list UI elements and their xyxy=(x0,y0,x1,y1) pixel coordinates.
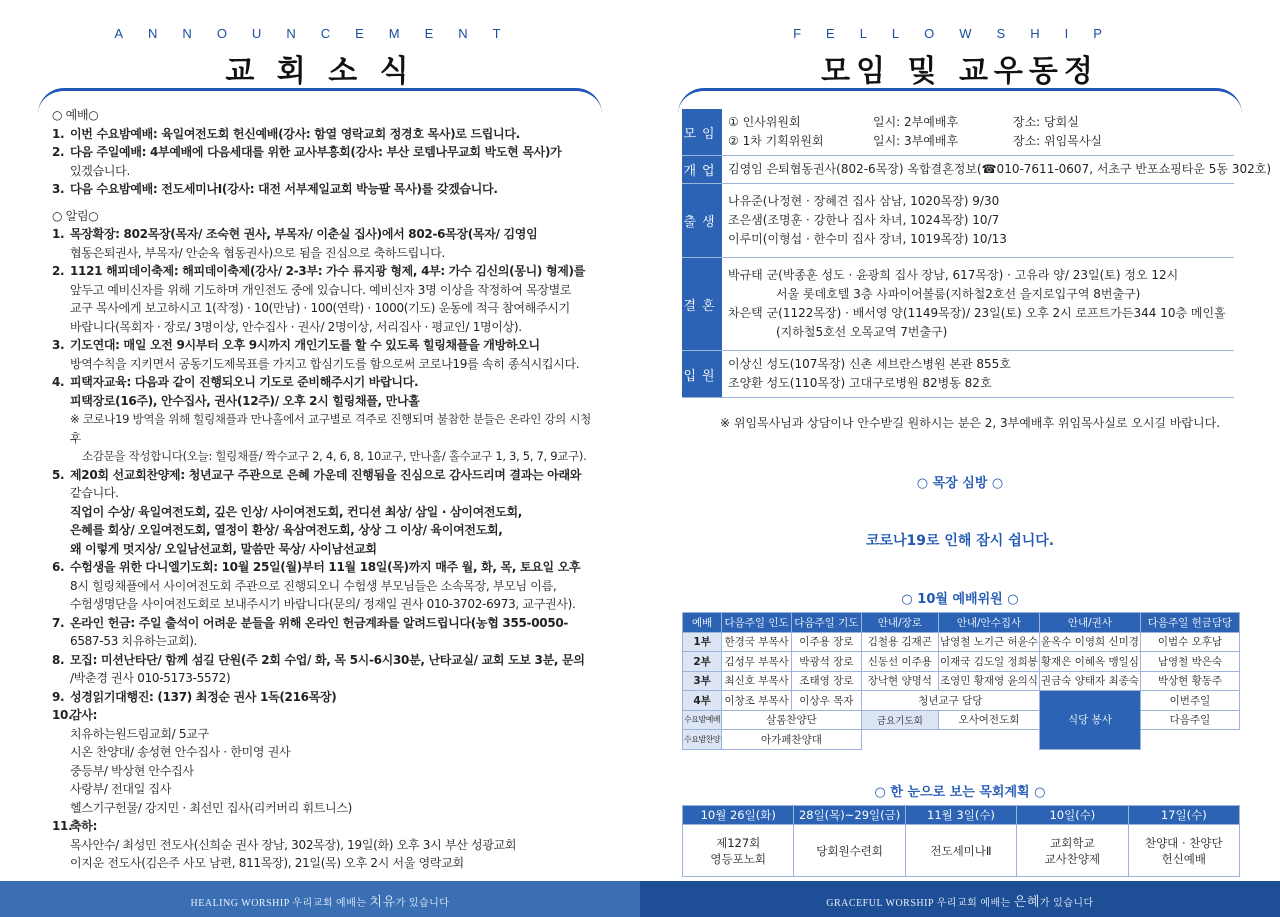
meal-this-week: 이번주일 xyxy=(1140,691,1239,711)
fellowship-line xyxy=(728,211,1228,230)
worship-header: 예배 xyxy=(683,613,722,633)
fellowship-body xyxy=(722,351,1234,397)
worship-cell: 이재국 김도일 정희봉 xyxy=(938,652,1039,672)
fellowship-line xyxy=(728,132,1228,151)
item-line: 수험생을 위한 다니엘기도회: 10월 25일(월)부터 11월 18일(목)까지 매주 월, 화, 목, 토요일 오후 xyxy=(70,560,581,574)
worship-cell: 윤옥수 이영희 신미경 xyxy=(1039,632,1140,652)
item-body xyxy=(70,466,600,503)
item-body xyxy=(70,651,600,688)
meal-next-week: 다음주일 xyxy=(1140,710,1239,730)
worship-cell: 수요밤예배 xyxy=(683,710,722,730)
announcement-item xyxy=(52,706,600,725)
item-body xyxy=(70,558,600,614)
item-subline: 헬스기구헌물/ 강지민 · 최선민 집사(리커버리 휘트니스) xyxy=(70,800,353,815)
fellowship-cell: 박규태 군(박종훈 성도 · 윤광희 집사 장남, 617목장) · 고유라 양/ 23일(토) 정오 12시 xyxy=(728,268,1179,282)
worship-header: 다음주일 기도 xyxy=(791,613,861,633)
item-subline: 시온 찬양대/ 송성현 안수집사 · 한미영 권사 xyxy=(70,745,291,759)
announcement-item xyxy=(52,373,600,392)
item-number: 8. xyxy=(52,652,65,667)
worship-cell: 김철용 김재곤 xyxy=(861,632,938,652)
announcement-item xyxy=(52,262,600,336)
worship-row xyxy=(683,730,1240,750)
announcement-section xyxy=(52,207,600,873)
announcement-eyebrow: ANNOUNCEMENT xyxy=(114,26,526,41)
schedule-event xyxy=(1128,825,1239,877)
fellowship-table xyxy=(682,109,1272,398)
item-line: 감사: xyxy=(70,708,98,722)
fellowship-body xyxy=(722,184,1234,257)
item-number: 5. xyxy=(52,467,65,482)
item-number: 2. xyxy=(52,145,65,159)
fellowship-label: 결혼 xyxy=(682,258,722,350)
item-note: 소감문을 작성합니다(오늘: 힐링채플/ 짝수교구 2, 4, 6, 8, 10교구, 만나홀/ 홀수교구 1, 3, 5, 7, 9교구). xyxy=(82,449,587,463)
item-line: 제20회 선교회찬양제: 청년교구 주관으로 은혜 가운데 진행됨을 진심으로 감사드리며 결과는 아래와 xyxy=(70,467,582,482)
fellowship-line xyxy=(728,323,1228,342)
worship-header: 다음주일 헌금담당 xyxy=(1140,613,1239,633)
item-line: 앞두고 예비신자를 위해 기도하며 개인전도 중에 있습니다. 예비신자 3명 이상을 작정하여 목장별로 xyxy=(70,282,572,297)
item-line: 수험생명단을 사이여전도회로 보내주시기 바랍니다(문의/ 정재일 권사 010-3702-6973, 교구권사). xyxy=(70,597,576,611)
section-heading: ○ 예배○ xyxy=(52,108,99,122)
item-body xyxy=(70,373,600,392)
footer-text-left: HEALING WORSHIP 우리교회 예배는 치유가 있습니다 xyxy=(190,894,450,909)
meal-service-label: 식당 봉사 xyxy=(1039,691,1140,750)
item-body xyxy=(70,225,600,262)
fellowship-row xyxy=(682,109,1234,156)
fellowship-cell: 일시: 3부예배후 xyxy=(873,134,959,148)
worship-cell: 이창조 부목사 xyxy=(722,691,792,711)
worship-row xyxy=(683,652,1240,672)
worship-cell: 오사여전도회 xyxy=(938,710,1039,730)
fellowship-line xyxy=(728,285,1228,304)
worship-cell: 남영철 노기근 허윤수 xyxy=(938,632,1039,652)
item-line: /박춘경 권사 010-5173-5572) xyxy=(70,671,231,685)
announcement-item xyxy=(52,336,600,373)
fellowship-cell: 장소: 당회실 xyxy=(1013,115,1079,129)
empty-cell xyxy=(861,730,1039,750)
announcement-item xyxy=(52,225,600,262)
worship-cell: 한경국 부목사 xyxy=(722,632,792,652)
item-body xyxy=(70,817,600,836)
schedule-date: 10일(수) xyxy=(1017,806,1128,825)
worship-cell: 2부 xyxy=(683,652,722,672)
item-body xyxy=(70,706,600,725)
item-number: 9. xyxy=(52,689,65,704)
schedule-event xyxy=(683,825,794,877)
worship-cell: 남영철 박은숙 xyxy=(1140,652,1239,672)
fellowship-cell: 조양환 성도(110목장) 고대구로병원 82병동 82호 xyxy=(728,376,992,390)
fellowship-line xyxy=(728,230,1228,249)
schedule-date: 10월 26일(화) xyxy=(683,806,794,825)
worship-committee-table xyxy=(682,612,1240,750)
announcement-item xyxy=(52,817,600,836)
item-body xyxy=(70,125,600,144)
fellowship-label: 개업 xyxy=(682,156,722,183)
announcement-item xyxy=(52,614,600,651)
item-line: 성경읽기대행진: (137) 최정순 권사 1독(216목장) xyxy=(70,689,337,704)
item-subline: 치유하는원드림교회/ 5교구 xyxy=(70,726,209,741)
item-line: 모집: 미션난타단/ 함께 섬길 단원(주 2회 수업/ 화, 목 5시-6시30분, 난타교실/ 교회 도보 3분, 문의 xyxy=(70,652,585,667)
item-body xyxy=(70,688,600,707)
fellowship-row xyxy=(682,156,1272,184)
item-subline: 왜 이렇게 멋지상/ 오일남선교회, 말씀만 묵상/ 사이남선교회 xyxy=(70,541,377,556)
announcement-title: 교 회 소 식 xyxy=(225,54,415,89)
worship-cell: 박광석 장로 xyxy=(791,652,861,672)
item-number: 7. xyxy=(52,615,65,630)
fellowship-line xyxy=(728,192,1228,211)
fellowship-row xyxy=(682,258,1234,351)
footer-bar-left xyxy=(0,881,640,917)
fellowship-label: 모임 xyxy=(682,109,722,155)
fellowship-footnote: ※ 위임목사님과 상담이나 안수받길 원하시는 분은 2, 3부예배후 위임목사실로 오시길 바랍니다. xyxy=(720,416,1221,430)
footer-text-right: GRACEFUL WORSHIP 우리교회 예배는 은혜가 있습니다 xyxy=(826,894,1094,909)
item-line: 협동은퇴권사, 부목자/ 안순옥 협동권사)으로 됨을 진심으로 축하드립니다. xyxy=(70,245,446,260)
fellowship-row xyxy=(682,351,1234,398)
item-line: 같습니다. xyxy=(70,486,119,500)
fellowship-cell: 이루미(이형섭 · 한수미 집사 장녀, 1019목장) 10/13 xyxy=(728,232,1007,246)
empty-cell xyxy=(1140,730,1239,750)
item-body xyxy=(70,336,600,373)
item-number: 11. xyxy=(52,819,73,833)
schedule-date: 11월 3일(수) xyxy=(905,806,1016,825)
item-line: 교구 목사에게 보고하시고 1(작정) · 10(만남) · 100(연락) · 1000(기도) 운동에 적극 참여해주시기 xyxy=(70,301,570,315)
schedule-event-line: 제127회 xyxy=(716,835,761,850)
item-body xyxy=(70,143,600,180)
fellowship-cell: 서울 롯데호텔 3층 사파이어볼룸(지하철2호선 을지로입구역 8번출구) xyxy=(776,287,1141,301)
item-subline: 피택장로(16주), 안수집사, 권사(12주)/ 오후 2시 힐링채플, 만나홀 xyxy=(70,393,420,408)
item-line: 축하: xyxy=(70,819,98,833)
fellowship-cell: 장소: 위임목사실 xyxy=(1013,134,1103,148)
schedule-event-line: 교회학교 xyxy=(1050,835,1095,850)
item-number: 10. xyxy=(52,708,73,722)
worship-row xyxy=(683,632,1240,652)
worship-header: 다음주일 인도 xyxy=(722,613,792,633)
announcement-item xyxy=(52,125,600,144)
fellowship-row xyxy=(682,184,1234,258)
fellowship-line xyxy=(728,374,1228,393)
announcement-item xyxy=(52,651,600,688)
worship-row xyxy=(683,710,1240,730)
item-subline: 이지운 전도사(김은주 사모 남편, 811목장), 21일(목) 오후 2시 서울 영락교회 xyxy=(70,856,464,870)
worship-cell: 4부 xyxy=(683,691,722,711)
fellowship-body xyxy=(722,156,1272,183)
schedule-event-line: 전도세미나Ⅱ xyxy=(930,843,992,858)
fellowship-cell: (지하철5호선 오목교역 7번출구) xyxy=(776,325,948,339)
item-subline: 은혜를 회상/ 오일여전도회, 열정이 환상/ 육삼여전도회, 상상 그 이상/ 육이여전도회, xyxy=(70,523,503,537)
worship-header: 안내/장로 xyxy=(861,613,938,633)
item-number: 3. xyxy=(52,338,65,352)
item-body xyxy=(70,614,600,651)
worship-cell: 이주용 장로 xyxy=(791,632,861,652)
worship-header-row xyxy=(683,613,1240,633)
schedule-event xyxy=(1017,825,1128,877)
item-body xyxy=(70,180,600,199)
fellowship-cell: 나유준(나정현 · 장혜견 집사 삼남, 1020목장) 9/30 xyxy=(728,194,1000,208)
item-subline: 목사안수/ 최성민 전도사(신희순 권사 장남, 302목장), 19일(화) 오후 3시 부산 성광교회 xyxy=(70,837,517,852)
item-note: ※ 코로나19 방역을 위해 힐링채플과 만나홀에서 교구별로 격주로 진행되며 불참한 분들은 온라인 강의 시청 후 xyxy=(70,412,591,445)
item-line: 온라인 헌금: 주일 출석이 어려운 분들을 위해 온라인 헌금계좌를 알려드립니다(농협 355-0050- xyxy=(70,615,569,630)
item-line: 다음 주일예배: 4부예배에 다음세대를 위한 교사부흥회(강사: 부산 로템나무교회 박도현 목사)가 xyxy=(70,145,562,159)
fellowship-body xyxy=(722,258,1234,350)
fellowship-label: 출생 xyxy=(682,184,722,257)
item-number: 2. xyxy=(52,264,65,278)
schedule-table xyxy=(682,805,1240,877)
item-line: 방역수칙을 지키면서 공동기도제목표를 가지고 합심기도를 함으로써 코로나19를 속히 종식시킵시다. xyxy=(70,356,580,371)
fellowship-cell: 일시: 2부예배후 xyxy=(873,115,959,129)
schedule-event-line: 교사찬양제 xyxy=(1044,851,1101,866)
schedule-event xyxy=(794,825,905,877)
item-subline: 중등부/ 박상현 안수집사 xyxy=(70,763,194,778)
worship-row xyxy=(683,691,1240,711)
footer-bar-right xyxy=(640,881,1280,917)
worship-cell: 3부 xyxy=(683,671,722,691)
worship-header: 안내/권사 xyxy=(1039,613,1140,633)
item-line: 피택자교육: 다음과 같이 진행되오니 기도로 준비해주시기 바랍니다. xyxy=(70,375,419,389)
item-line: 다음 수요밤예배: 전도세미나Ⅰ(강사: 대전 서부제일교회 박능팔 목사)를 갖겠습니다. xyxy=(70,182,498,196)
fellowship-line xyxy=(728,266,1228,285)
announcement-section xyxy=(52,106,600,199)
schedule-event-line: 당회원수련회 xyxy=(816,843,883,858)
announcement-item xyxy=(52,180,600,199)
item-number: 4. xyxy=(52,375,65,389)
item-number: 3. xyxy=(52,182,65,196)
schedule-header-row xyxy=(683,806,1240,825)
item-line: 1121 해피데이축제: 해피데이축제(강사/ 2-3부: 가수 류지광 형제, 4부: 가수 김신의(몽니) 형제)를 xyxy=(70,264,586,278)
worship-cell: 아가페찬양대 xyxy=(722,730,862,750)
item-subline: 직업이 수상/ 육일여전도회, 깊은 인상/ 사이여전도회, 컨디션 최상/ 삼일 · 삼이여전도회, xyxy=(70,504,522,519)
fellowship-line xyxy=(728,160,1272,179)
worship-cell: 신동선 이주용 xyxy=(861,652,938,672)
worship-cell: 이상우 목자 xyxy=(791,691,861,711)
worship-header: 안내/안수집사 xyxy=(938,613,1039,633)
item-line: 바랍니다(목회자 · 장로/ 3명이상, 안수집사 · 권사/ 2명이상, 서리집사 · 평교인/ 1명이상). xyxy=(70,319,522,334)
worship-cell: 황재은 이혜옥 맹일심 xyxy=(1039,652,1140,672)
schedule-title: ○ 한 눈으로 보는 목회계획 ○ xyxy=(874,785,1046,800)
item-line: 6587-53 치유하는교회). xyxy=(70,634,198,648)
schedule-body-row xyxy=(683,825,1240,877)
fellowship-line xyxy=(728,113,1228,132)
worship-cell: 수요밤찬양 xyxy=(683,730,722,750)
worship-cell: 조영민 황재영 윤의식 xyxy=(938,671,1039,691)
item-number: 1. xyxy=(52,227,65,241)
item-line: 있겠습니다. xyxy=(70,163,130,178)
announcement-list xyxy=(52,106,600,873)
worship-committee-title: ○ 10월 예배위원 ○ xyxy=(901,592,1019,607)
fellowship-title: 모임 및 교우동정 xyxy=(821,54,1099,89)
item-subline: 사랑부/ 전대일 집사 xyxy=(70,782,172,796)
item-body xyxy=(70,262,600,336)
worship-cell: 금요기도회 xyxy=(861,710,938,730)
fellowship-cell: 차은택 군(1122목장) · 배서영 양(1149목장)/ 23일(토) 오후 2시 로프트가든344 10층 메인홀 xyxy=(728,306,1226,320)
schedule-event-line: 영등포노회 xyxy=(710,851,766,866)
item-number: 6. xyxy=(52,560,65,574)
schedule-event-line: 찬양대 · 찬양단 xyxy=(1144,835,1223,850)
item-line: 8시 힐링채플에서 사이여전도회 주관으로 진행되오니 수험생 부모님들은 소속목장, 부모님 이름, xyxy=(70,578,557,593)
worship-cell: 최신호 부목사 xyxy=(722,671,792,691)
pastor-visit-note: 코로나19로 인해 잠시 쉽니다. xyxy=(865,533,1055,549)
worship-cell: 박상현 황동주 xyxy=(1140,671,1239,691)
worship-cell: 권금숙 양태자 최종숙 xyxy=(1039,671,1140,691)
pastor-visit-title: ○ 목장 심방 ○ xyxy=(916,476,1004,491)
worship-cell: 살롬찬양단 xyxy=(722,710,862,730)
worship-cell: 청년교구 담당 xyxy=(861,691,1039,711)
fellowship-cell: 김영임 은퇴협동권사(802-6목장) 옥합결혼정보(☎010-7611-0607, 서초구 반포쇼핑타운 5동 302호) xyxy=(728,162,1272,176)
fellowship-cell: 조은샘(조명훈 · 강한나 집사 차녀, 1024목장) 10/7 xyxy=(728,213,1000,227)
item-number: 1. xyxy=(52,126,65,141)
worship-cell: 이범수 오후남 xyxy=(1140,632,1239,652)
section-heading: ○ 알림○ xyxy=(52,208,99,223)
worship-cell: 장낙현 양명석 xyxy=(861,671,938,691)
fellowship-body xyxy=(722,109,1234,155)
fellowship-cell: ① 인사위원회 xyxy=(728,115,801,129)
fellowship-cell: ② 1차 기획위원회 xyxy=(728,134,824,148)
schedule-event xyxy=(905,825,1016,877)
item-line: 이번 수요밤예배: 육일여전도회 헌신예배(강사: 함열 영락교회 정경호 목사)로 드립니다. xyxy=(70,126,520,141)
schedule-date: 17일(수) xyxy=(1128,806,1239,825)
announcement-item xyxy=(52,466,600,503)
worship-cell: 조태영 장로 xyxy=(791,671,861,691)
announcement-item xyxy=(52,558,600,614)
item-line: 기도연대: 매일 오전 9시부터 오후 9시까지 개인기도를 할 수 있도록 힐링채플을 개방하오니 xyxy=(70,338,540,352)
fellowship-line xyxy=(728,304,1228,323)
fellowship-cell: 이상신 성도(107목장) 신촌 세브란스병원 본관 855호 xyxy=(728,357,1011,371)
announcement-item xyxy=(52,143,600,180)
fellowship-label: 입원 xyxy=(682,351,722,397)
schedule-event-line: 헌신예배 xyxy=(1161,851,1206,866)
fellowship-eyebrow: FELLOWSHIP xyxy=(793,26,1127,41)
schedule-date: 28일(목)~29일(금) xyxy=(794,806,905,825)
fellowship-line xyxy=(728,355,1228,374)
announcement-item xyxy=(52,688,600,707)
worship-cell: 1부 xyxy=(683,632,722,652)
worship-row xyxy=(683,671,1240,691)
worship-cell: 김성무 부목사 xyxy=(722,652,792,672)
item-line: 목장확장: 802목장(목자/ 조숙현 권사, 부목자/ 이춘실 집사)에서 802-6목장(목자/ 김영임 xyxy=(70,227,538,241)
